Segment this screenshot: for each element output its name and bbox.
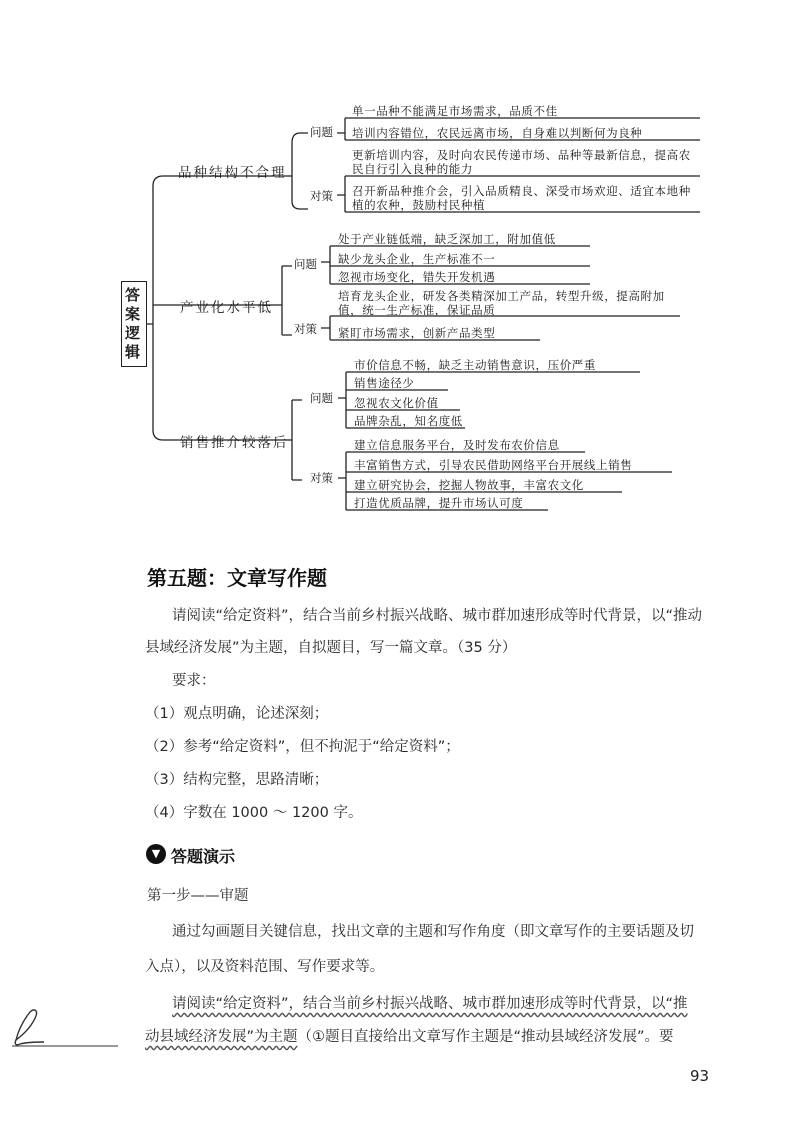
root-label: 答案逻辑: [125, 286, 141, 361]
annotated-line-2: [145, 1025, 674, 1046]
requirement-1: （1）观点明确，论述深刻；: [145, 706, 329, 722]
branch3-measure-tag: 对策: [310, 471, 333, 485]
branch3-measure-1: 建立信息服务平台，及时发布农价信息: [354, 438, 560, 452]
branch3-problem-1: 市价信息不畅，缺乏主动销售意识，压价严重: [354, 358, 596, 372]
section-title: 第五题：文章写作题: [147, 566, 327, 590]
branch1-measure-1: 更新培训内容，及时向农民传递市场、品种等最新信息，提高农民自行引入良种的能力: [352, 148, 691, 176]
requirement-2: （2）参考“给定资料”，但不拘泥于“给定资料”；: [145, 739, 460, 755]
mind-map: [0, 0, 800, 540]
step1-heading: 第一步——审题: [147, 888, 249, 904]
branch2-problem-tag: 问题: [294, 257, 317, 271]
branch3-problem-4: 品牌杂乱，知名度低: [354, 414, 463, 428]
branch3-measure-2: 丰富销售方式，引导农民借助网络平台开展线上销售: [354, 458, 633, 472]
branch1-problem-2: 培训内容错位，农民远离市场，自身难以判断何为良种: [352, 126, 643, 140]
requirement-3: （3）结构完整，思路清晰；: [145, 772, 329, 788]
branch1-measure-tag: 对策: [310, 189, 333, 203]
branch1-measure-2: 召开新品种推介会，引入品质精良、深受市场欢迎、适宜本地种植的农种，鼓励村民种植: [352, 184, 691, 212]
annotated-line-2-note: （①题目直接给出文章写作主题是“推动县域经济发展”。要: [297, 1029, 674, 1045]
branch2-problem-1: 处于产业链低端，缺乏深加工，附加值低: [338, 232, 556, 246]
prompt-line-2: 县域经济发展”为主题，自拟题目，写一篇文章。（35 分）: [145, 640, 517, 656]
branch1-problem-1: 单一品种不能满足市场需求，品质不佳: [352, 104, 558, 118]
branch-title-2: 产业化水平低: [180, 300, 273, 316]
branch-title-1: 品种结构不合理: [178, 165, 287, 181]
step1-line-2: 入点），以及资料范围、写作要求等。: [145, 959, 385, 975]
requirements-label: 要求：: [172, 673, 216, 689]
branch2-problem-2: 缺少龙头企业，生产标准不一: [338, 252, 496, 266]
step1-line-1: 通过勾画题目关键信息，找出文章的主题和写作角度（即文章写作的主要话题及切: [172, 924, 694, 940]
branch3-measure-3: 建立研究协会，挖掘人物故事，丰富农文化: [354, 478, 584, 492]
branch2-measure-2: 紧盯市场需求，创新产品类型: [338, 326, 496, 340]
branch2-problem-3: 忽视市场变化，错失开发机遇: [338, 270, 496, 284]
branch2-measure-tag: 对策: [294, 322, 317, 336]
branch-title-3: 销售推介较落后: [180, 435, 289, 451]
root-connector: [147, 176, 172, 440]
demo-bullet-icon: ▼: [146, 844, 166, 864]
demo-title: 答题演示: [171, 847, 236, 866]
pencil-note-icon: [8, 1002, 120, 1054]
branch3-problem-tag: 问题: [310, 391, 333, 405]
branch3-measure-4: 打造优质品牌，提升市场认可度: [354, 496, 524, 510]
branch1-problem-tag: 问题: [310, 125, 333, 139]
prompt-line-1: 请阅读“给定资料”，结合当前乡村振兴战略、城市群加速形成等时代背景，以“推动: [172, 608, 703, 624]
branch3-problem-2: 销售途径少: [354, 376, 415, 390]
page-number: 93: [690, 1067, 710, 1085]
branch3-problem-3: 忽视农文化价值: [354, 396, 439, 410]
requirement-4: （4）字数在 1000 ～ 1200 字。: [145, 805, 363, 821]
annotated-line-2-highlight: 动县域经济发展”为主题: [145, 1029, 298, 1045]
branch2-measure-1: 培育龙头企业，研发各类精深加工产品，转型升级，提高附加值，统一生产标准，保证品质: [338, 289, 665, 317]
annotated-line-1: 请阅读“给定资料”，结合当前乡村振兴战略、城市群加速形成等时代背景，以“推: [172, 996, 688, 1012]
